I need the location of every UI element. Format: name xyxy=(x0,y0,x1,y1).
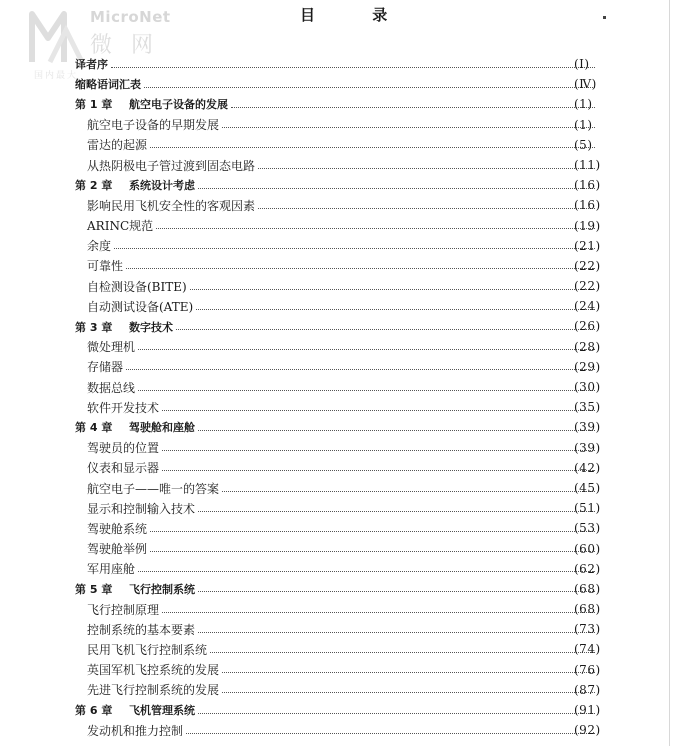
page-number: (87) xyxy=(574,682,601,697)
toc-chapter-entry[interactable] xyxy=(0,579,601,599)
chapter-number: 第 5 章 xyxy=(75,582,113,596)
dot-leader xyxy=(150,551,595,552)
page-number: (1) xyxy=(574,97,593,112)
page-number: (91) xyxy=(574,703,601,717)
toc-section-entry[interactable] xyxy=(0,216,601,236)
dot-leader xyxy=(198,511,595,512)
page-number: (68) xyxy=(574,581,601,596)
toc-section-entry[interactable] xyxy=(0,518,601,538)
dot-leader xyxy=(111,67,595,68)
page-title: 目 录 xyxy=(300,6,414,24)
dot-leader xyxy=(190,289,595,290)
page-number: (1) xyxy=(574,117,593,132)
entry-title: 仪表和显示器 xyxy=(87,461,160,476)
entry-title: 驾驶员的位置 xyxy=(87,441,160,456)
toc-section-entry[interactable] xyxy=(0,599,601,619)
entry-title: 发动机和推力控制 xyxy=(87,723,184,738)
entry-title: 驾驶舱系统 xyxy=(87,521,148,536)
entry-title: 航空电子——唯一的答案 xyxy=(87,481,220,496)
dot-leader xyxy=(162,410,595,411)
chapter-number: 第 2 章 xyxy=(75,179,113,193)
entry-title: 飞行控制原理 xyxy=(87,602,160,617)
toc-section-entry[interactable] xyxy=(0,256,601,276)
watermark-subtitle: 国内最大 xyxy=(34,71,79,81)
page-number: (62) xyxy=(574,561,601,576)
toc-section-entry[interactable] xyxy=(0,276,601,296)
entry-title: 先进飞行控制系统的发展 xyxy=(87,683,220,698)
page-number: (26) xyxy=(574,319,601,334)
dot-leader xyxy=(176,329,595,330)
toc-section-entry[interactable] xyxy=(0,478,601,498)
toc-section-entry[interactable] xyxy=(0,559,601,579)
page-number: (92) xyxy=(574,723,601,738)
entry-title: 微处理机 xyxy=(87,340,136,355)
dot-leader xyxy=(138,390,595,391)
entry-title: 雷达的起源 xyxy=(87,138,148,153)
page-number: (53) xyxy=(574,521,601,536)
dot-leader xyxy=(156,228,595,229)
page-number: (11) xyxy=(574,157,601,172)
entry-title: 影响民用飞机安全性的客观因素 xyxy=(87,198,256,213)
toc-section-entry[interactable] xyxy=(0,660,601,680)
toc-section-entry[interactable] xyxy=(0,397,601,417)
entry-title: 软件开发技术 xyxy=(87,400,160,415)
entry-title: 自动测试设备(ATE) xyxy=(87,299,194,314)
entry-title: 航空电子设备的早期发展 xyxy=(87,118,220,133)
dot-leader xyxy=(138,349,595,350)
dot-leader xyxy=(198,713,595,714)
dot-leader xyxy=(198,632,595,633)
dot-leader xyxy=(138,571,595,572)
dot-leader xyxy=(150,531,595,532)
page-number: (45) xyxy=(574,480,601,495)
dot-leader xyxy=(150,147,595,148)
toc-section-entry[interactable] xyxy=(0,115,598,135)
entry-title: 译者序 xyxy=(75,58,108,72)
toc-section-entry[interactable] xyxy=(0,135,598,155)
chapter-number: 第 1 章 xyxy=(75,98,113,112)
page-number: (24) xyxy=(574,299,601,314)
entry-title: 可靠性 xyxy=(87,259,124,274)
page-number: (39) xyxy=(574,440,601,455)
toc-chapter-entry[interactable] xyxy=(0,417,601,437)
dot-leader xyxy=(126,268,595,269)
toc-section-entry[interactable] xyxy=(0,236,601,256)
dot-leader xyxy=(222,491,595,492)
page-number: (51) xyxy=(574,501,601,516)
toc-section-entry[interactable] xyxy=(0,195,601,215)
toc-section-entry[interactable] xyxy=(0,438,601,458)
dot-leader xyxy=(162,450,595,451)
chapter-number: 第 4 章 xyxy=(75,421,113,435)
page-number: (16) xyxy=(574,178,601,193)
toc-section-entry[interactable] xyxy=(0,458,601,478)
toc-chapter-entry[interactable] xyxy=(0,316,601,336)
page-number: (22) xyxy=(574,258,601,273)
page-number: (42) xyxy=(574,460,601,475)
entry-title: ARINC规范 xyxy=(87,219,154,234)
toc-section-entry[interactable] xyxy=(0,337,601,357)
dot-leader xyxy=(198,591,595,592)
entry-title: 余度 xyxy=(87,239,112,254)
dot-leader xyxy=(258,168,595,169)
page-number: (22) xyxy=(574,279,601,294)
dot-leader xyxy=(222,692,595,693)
entry-title: 从热阴极电子管过渡到固态电路 xyxy=(87,158,256,173)
entry-title: 系统设计考虑 xyxy=(129,179,195,193)
toc-section-entry[interactable] xyxy=(0,357,601,377)
dot-leader xyxy=(258,208,595,209)
dot-leader xyxy=(162,612,595,613)
toc-chapter-entry[interactable] xyxy=(0,175,601,195)
page-number: (Ⅳ) xyxy=(574,77,597,92)
toc-section-entry[interactable] xyxy=(0,680,601,700)
dot-leader xyxy=(198,430,595,431)
entry-title: 存储器 xyxy=(87,360,124,375)
toc-front-entry[interactable] xyxy=(0,74,598,94)
toc-section-entry[interactable] xyxy=(0,155,601,175)
entry-title: 军用座舱 xyxy=(87,562,136,577)
entry-title: 飞行控制系统 xyxy=(129,582,195,596)
toc-chapter-entry[interactable] xyxy=(0,700,601,720)
dot-leader xyxy=(222,127,595,128)
dot-leader xyxy=(222,672,595,673)
dot-leader xyxy=(162,470,595,471)
watermark-brand: MicroNet xyxy=(90,8,171,26)
entry-title: 数据总线 xyxy=(87,380,136,395)
page-number: (28) xyxy=(574,339,601,354)
dot-leader xyxy=(114,248,595,249)
page-number: (16) xyxy=(574,198,601,213)
chapter-number: 第 6 章 xyxy=(75,704,113,718)
page-number: (30) xyxy=(574,380,601,394)
entry-title: 驾驶舱举例 xyxy=(87,542,148,557)
toc-section-entry[interactable] xyxy=(0,539,601,559)
entry-title: 英国军机飞控系统的发展 xyxy=(87,663,220,678)
entry-title: 数字技术 xyxy=(129,320,173,334)
chapter-number: 第 3 章 xyxy=(75,320,113,334)
toc-section-entry[interactable] xyxy=(0,498,601,518)
page-number: (60) xyxy=(574,541,601,556)
toc-section-entry[interactable] xyxy=(0,639,601,659)
entry-title: 飞机管理系统 xyxy=(129,704,195,718)
entry-title: 显示和控制输入技术 xyxy=(87,501,196,516)
entry-title: 控制系统的基本要素 xyxy=(87,622,196,637)
dot-leader xyxy=(144,87,595,88)
page-number: (39) xyxy=(574,420,601,435)
page-number: (73) xyxy=(574,622,601,637)
page-number: (74) xyxy=(574,642,601,657)
toc-section-entry[interactable] xyxy=(0,377,601,397)
entry-title: 缩略语词汇表 xyxy=(75,78,141,92)
entry-title: 民用飞机飞行控制系统 xyxy=(87,643,208,658)
watermark-brand-cn: 微 网 xyxy=(90,33,159,58)
page-number: (5) xyxy=(574,137,593,152)
dot-leader xyxy=(231,107,595,108)
page-number: (68) xyxy=(574,602,601,617)
toc-section-entry[interactable] xyxy=(0,619,601,639)
page-number: (29) xyxy=(574,359,601,374)
entry-title: 驾驶舱和座舱 xyxy=(129,421,195,435)
dot-leader xyxy=(126,369,595,370)
entry-title: 自检测设备(BITE) xyxy=(87,279,187,294)
toc-section-entry[interactable] xyxy=(0,720,601,740)
toc-chapter-entry[interactable] xyxy=(0,94,598,114)
dot-leader xyxy=(186,733,595,734)
page-number: (35) xyxy=(574,400,601,415)
entry-title: 航空电子设备的发展 xyxy=(129,98,228,112)
page-number: (76) xyxy=(574,662,601,677)
dot-leader xyxy=(198,188,595,189)
page-number: (19) xyxy=(574,218,601,233)
toc-front-entry[interactable] xyxy=(0,54,598,74)
dot-leader xyxy=(196,309,595,310)
toc-section-entry[interactable] xyxy=(0,296,601,316)
dot-leader xyxy=(210,652,595,653)
scan-mark xyxy=(603,16,606,19)
page-number: (21) xyxy=(574,238,601,253)
page-number: (Ⅰ) xyxy=(574,57,590,71)
table-of-contents xyxy=(0,54,683,740)
